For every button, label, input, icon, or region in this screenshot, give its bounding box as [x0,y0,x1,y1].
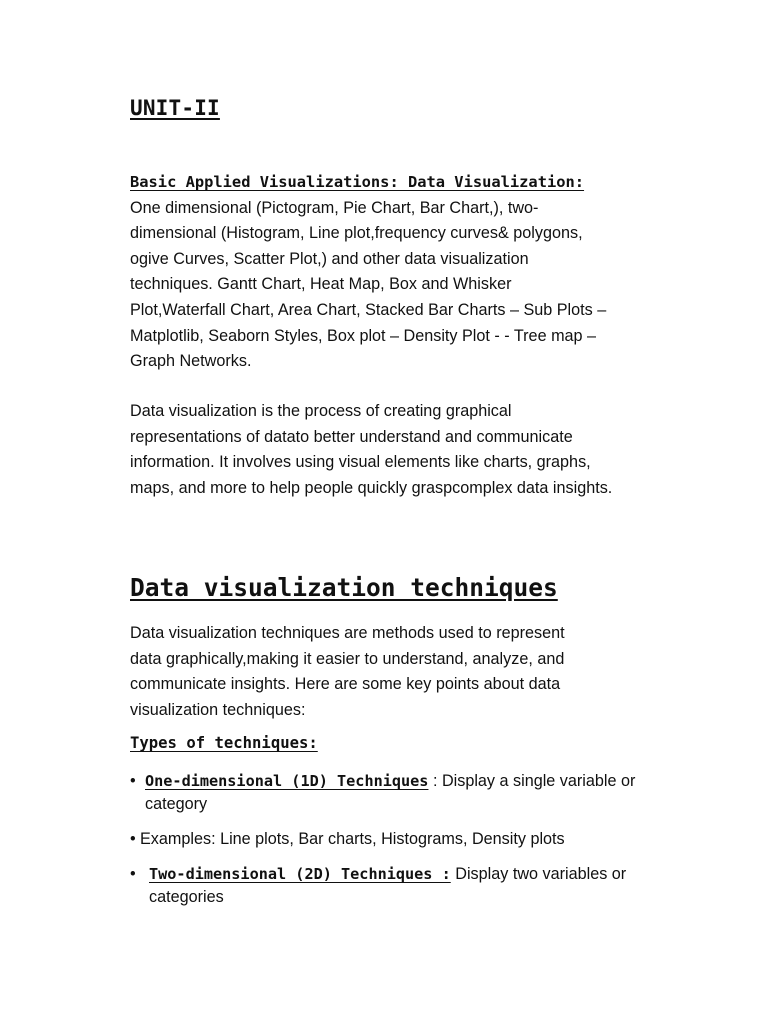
bullet-dot-icon: • [130,830,136,848]
bullet-text: Examples: Line plots, Bar charts, Histograms, Density plots [140,830,565,848]
intro-lead-heading: Basic Applied Visualizations: Data Visualization: [130,173,585,191]
bullet-dot-icon: • [130,865,136,883]
bullet-dot-icon: • [130,772,136,790]
intro-paragraph [130,170,610,375]
intro-text: One dimensional (Pictogram, Pie Chart, Bar Chart,), two-dimensional (Histogram, Line plot,frequency curves& polygons, ogive Curves, Scatter Plot,) and other data visualization techniques. Gantt Chart, Heat Map, Box and Whisker Plot,Waterfall Chart, Area Chart, Stacked Bar Charts – Sub Plots – Matplotlib, Seaborn Styles, Box plot – Density Plot - - Tree map – Graph Networks. [130,198,607,371]
bullet-item [130,863,670,909]
bullet-item [130,828,670,851]
types-title: Types of techniques: [130,734,318,752]
techniques-paragraph: Data visualization techniques are methods used to represent data graphically,making it easier to understand, analyze, and communicate insights. Here are some key points about data visualization techniques: [130,624,565,719]
bullet-text: Display two variables or categories [149,865,627,906]
definition-paragraph: Data visualization is the process of creating graphical representations of datato better understand and communicate information. It involves using visual elements like charts, graphs, maps, and more to help people quickly graspcomplex data insights. [130,402,613,497]
unit-title: UNIT-II [130,96,220,120]
bullet-term: One-dimensional (1D) Techniques [145,772,429,790]
section-title: Data visualization techniques [130,573,558,602]
bullet-text: : Display a single variable or category [145,772,636,813]
bullet-term: Two-dimensional (2D) Techniques : [149,865,451,883]
bullet-item [130,770,670,816]
